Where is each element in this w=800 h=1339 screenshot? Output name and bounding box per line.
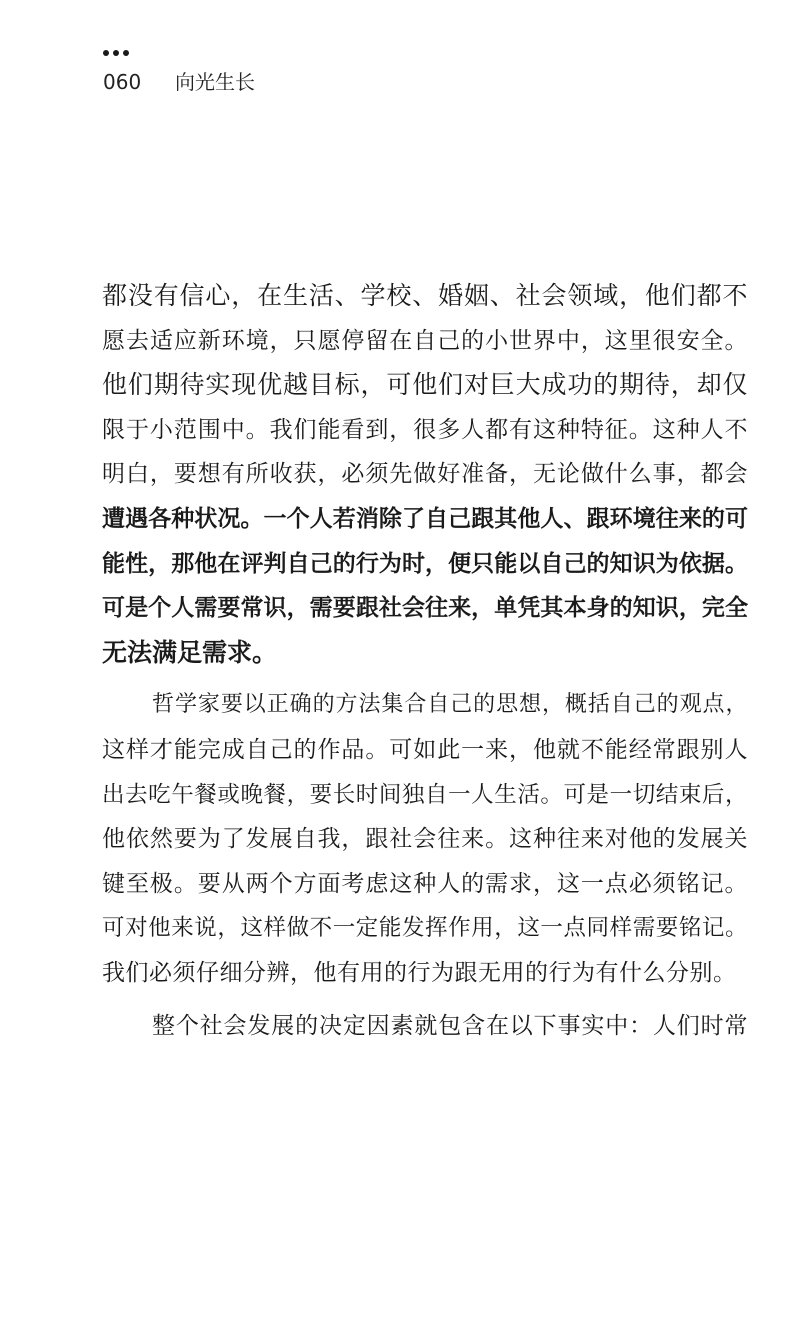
ellipsis-icon <box>103 50 255 56</box>
text-line: 整个社会发展的决定因素就包含在以下事实中：人们时常 <box>152 1012 748 1039</box>
body-text <box>102 274 748 1048</box>
text-line: 他们期待实现优越目标，可他们对巨大成功的期待，却仅 <box>102 370 748 400</box>
text-line: 他依然要为了发展自我，跟社会往来。这种往来对他的发展关 <box>102 826 748 853</box>
text-line: 无法满足需求。 <box>102 637 278 667</box>
book-title: 向光生长 <box>175 70 255 94</box>
paragraph <box>102 274 748 675</box>
text-line: 这样才能完成自己的作品。可如此一来，他就不能经常跟别人 <box>102 736 748 763</box>
dot <box>103 50 109 56</box>
page-header <box>103 50 255 95</box>
paragraph <box>102 1004 748 1049</box>
text-line: 可对他来说，这样做不一定能发挥作用，这一点同样需要铭记。 <box>102 915 748 942</box>
running-head <box>103 66 255 95</box>
page-number: 060 <box>103 70 142 94</box>
text-line: 能性，那他在评判自己的行为时，便只能以自己的知识为依据。 <box>102 550 748 577</box>
text-line: 键至极。要从两个方面考虑这种人的需求，这一点必须铭记。 <box>102 870 748 897</box>
dot <box>113 50 119 56</box>
text-line: 遭遇各种状况。一个人若消除了自己跟其他人、跟环境往来的可 <box>102 505 748 532</box>
paragraph <box>102 683 748 995</box>
dot <box>123 50 129 56</box>
text-line: 我们必须仔细分辨，他有用的行为跟无用的行为有什么分别。 <box>102 959 737 986</box>
text-line: 都没有信心，在生活、学校、婚姻、社会领域，他们都不 <box>102 281 748 310</box>
paragraph-gap <box>102 675 748 683</box>
text-line: 哲学家要以正确的方法集合自己的思想，概括自己的观点， <box>152 692 748 718</box>
paragraph-gap <box>102 996 748 1004</box>
text-line: 明白，要想有所收获，必须先做好准备，无论做什么事，都会 <box>102 461 748 488</box>
text-line: 限于小范围中。我们能看到，很多人都有这种特征。这种人不 <box>102 416 748 443</box>
text-line: 出去吃午餐或晚餐，要长时间独自一人生活。可是一切结束后， <box>102 781 748 808</box>
text-line: 可是个人需要常识，需要跟社会往来，单凭其本身的知识，完全 <box>102 595 748 622</box>
text-line: 愿去适应新环境，只愿停留在自己的小世界中，这里很安全。 <box>102 327 748 354</box>
